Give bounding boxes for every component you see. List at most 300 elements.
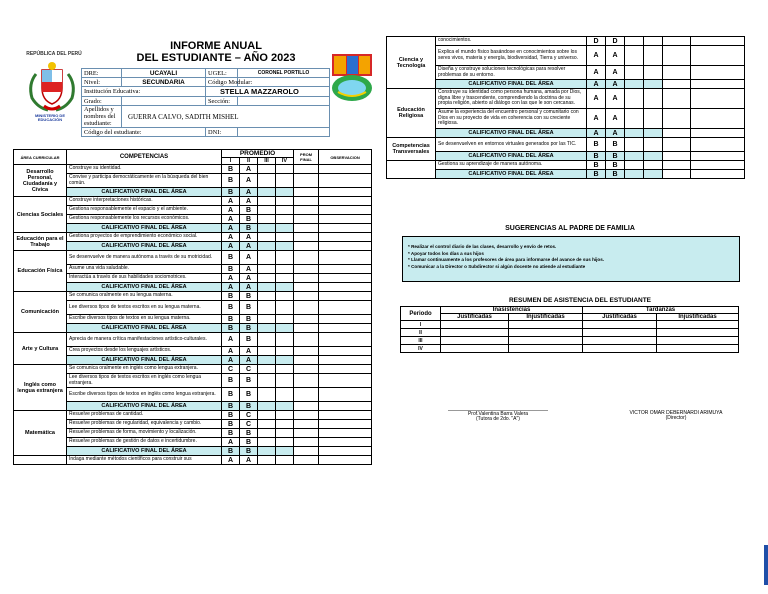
prom-final-cell — [294, 224, 319, 233]
final-grade-period-2: A — [240, 242, 258, 251]
observacion-cell — [691, 89, 745, 109]
final-grade-period-4 — [644, 129, 663, 138]
area-name: Educación para el Trabajo — [14, 233, 67, 251]
grade-period-2: B — [240, 315, 258, 324]
final-grade-period-2: B — [240, 402, 258, 411]
observacion-cell — [691, 46, 745, 66]
competency-text: Interactúa a través de sus habilidades sociomotrices. — [67, 274, 222, 283]
observacion-cell — [319, 188, 372, 197]
grade-period-3 — [258, 251, 276, 265]
left-competency-row — [14, 365, 372, 374]
grade-period-4 — [276, 174, 294, 188]
final-grade-period-3 — [625, 129, 644, 138]
observacion-cell — [319, 374, 372, 388]
grade-period-3 — [258, 315, 276, 324]
competency-text: Construye su identidad como persona humana, amada por Dios, digna libre y trascendente, comprendiendo la doctrina de su propia religión, abierto al diálogo con las que le son cercanas. — [436, 89, 587, 109]
title-line-1: INFORME ANUAL — [170, 40, 262, 52]
prom-final-cell — [663, 109, 691, 129]
observacion-cell — [319, 265, 372, 274]
grade-period-4 — [276, 251, 294, 265]
prom-final-cell — [294, 206, 319, 215]
prom-final-cell — [294, 365, 319, 374]
area-name: Educación Física — [14, 251, 67, 292]
grade-period-4 — [276, 388, 294, 402]
prom-final-cell — [294, 411, 319, 420]
prom-final-cell — [663, 161, 691, 170]
final-grade-period-3 — [258, 402, 276, 411]
grade-period-1: A — [587, 66, 606, 80]
prom-final-cell — [294, 347, 319, 356]
grade-period-1: B — [222, 251, 240, 265]
grade-period-4 — [276, 333, 294, 347]
left-competency-row — [14, 206, 372, 215]
dni-label: DNI: — [206, 128, 238, 137]
ugel-label: UGEL: — [206, 69, 238, 78]
left-competency-row — [14, 438, 372, 447]
grade-period-3 — [258, 301, 276, 315]
competency-text: Escribe diversos tipos de textos en su lengua materna. — [67, 315, 222, 324]
grado-value — [122, 97, 206, 106]
dni-value — [238, 128, 330, 137]
grade-period-4 — [276, 374, 294, 388]
right-final-row — [387, 129, 745, 138]
final-grade-period-1: B — [587, 170, 606, 179]
grade-period-4 — [644, 138, 663, 152]
prom-final-cell — [294, 402, 319, 411]
grade-period-1: B — [222, 315, 240, 324]
competency-text: Resuelve problemas de regularidad, equivalencia y cambio. — [67, 420, 222, 429]
grade-period-2: B — [240, 388, 258, 402]
left-competency-row — [14, 292, 372, 301]
observacion-cell — [319, 356, 372, 365]
competency-text: Lee diversos tipos de textos escritos en inglés como lengua extranjera. — [67, 374, 222, 388]
final-grade-period-1: A — [587, 80, 606, 89]
competency-text: Gestiona proyectos de emprendimiento económico social. — [67, 233, 222, 242]
header-observacion: OBSERVACION — [319, 150, 372, 165]
observacion-cell — [319, 215, 372, 224]
area-name — [387, 161, 436, 179]
competency-text: Resuelve problemas de cantidad. — [67, 411, 222, 420]
grade-period-3 — [625, 138, 644, 152]
final-grade-period-1: A — [222, 283, 240, 292]
grade-period-4 — [276, 165, 294, 174]
final-grade-label: CALIFICATIVO FINAL DEL ÁREA — [67, 283, 222, 292]
final-grade-period-4 — [276, 242, 294, 251]
grade-period-4 — [644, 89, 663, 109]
final-grade-period-3 — [258, 224, 276, 233]
grade-period-3 — [258, 420, 276, 429]
observacion-cell — [319, 420, 372, 429]
prom-final-cell — [663, 129, 691, 138]
final-grade-label: CALIFICATIVO FINAL DEL ÁREA — [67, 447, 222, 456]
final-grade-period-3 — [625, 170, 644, 179]
header-period-1: I — [222, 158, 240, 165]
grade-period-1: B — [222, 165, 240, 174]
final-grade-period-3 — [625, 152, 644, 161]
grade-period-4 — [644, 109, 663, 129]
grade-period-1: D — [587, 37, 606, 46]
grade-period-3 — [258, 292, 276, 301]
grade-period-1: B — [222, 292, 240, 301]
grade-period-4 — [644, 37, 663, 46]
grade-period-3 — [258, 215, 276, 224]
grade-period-1: A — [222, 456, 240, 465]
final-grade-period-4 — [644, 80, 663, 89]
grade-period-2: B — [606, 161, 625, 170]
tutor-name: Prof.Valentina Barra Valera — [467, 411, 529, 417]
competency-text: Aprecia de manera crítica manifestaciones artístico-culturales. — [67, 333, 222, 347]
left-competency-row — [14, 165, 372, 174]
final-grade-period-2: B — [606, 170, 625, 179]
left-competency-row — [14, 420, 372, 429]
observacion-cell — [319, 283, 372, 292]
observacion-cell — [691, 152, 745, 161]
grado-label: Grado: — [82, 97, 122, 106]
grade-period-2: B — [606, 138, 625, 152]
prom-final-cell — [294, 274, 319, 283]
final-grade-period-3 — [258, 242, 276, 251]
grade-period-2: B — [240, 333, 258, 347]
header-area: ÁREA CURRICULAR — [14, 150, 67, 165]
final-grade-label: CALIFICATIVO FINAL DEL ÁREA — [67, 242, 222, 251]
grade-period-2: B — [240, 429, 258, 438]
grade-period-3 — [258, 197, 276, 206]
final-grade-period-4 — [644, 170, 663, 179]
nivel-value: SECUNDARIA — [122, 78, 206, 87]
final-grade-label: CALIFICATIVO FINAL DEL ÁREA — [436, 129, 587, 138]
prom-final-cell — [294, 301, 319, 315]
left-competency-row — [14, 333, 372, 347]
prom-final-cell — [294, 251, 319, 265]
grade-period-1: B — [222, 420, 240, 429]
left-competency-row — [14, 347, 372, 356]
left-final-row — [14, 188, 372, 197]
grade-period-4 — [276, 265, 294, 274]
competency-text: Construye interpretaciones históricas. — [67, 197, 222, 206]
prom-final-cell — [663, 170, 691, 179]
right-competency-row — [387, 89, 745, 109]
grade-period-3 — [258, 365, 276, 374]
final-grade-period-3 — [258, 188, 276, 197]
right-competency-row — [387, 138, 745, 152]
att-justificadas-1: Justificadas — [441, 314, 509, 321]
area-name: Competencias Transversales — [387, 138, 436, 161]
grades-table-left — [13, 149, 372, 465]
final-grade-period-2: A — [606, 129, 625, 138]
final-grade-period-2: B — [240, 324, 258, 333]
modular-label: Código Modular: — [206, 78, 238, 87]
final-grade-period-2: A — [240, 283, 258, 292]
grade-period-3 — [258, 429, 276, 438]
prom-final-cell — [294, 374, 319, 388]
final-grade-period-4 — [276, 356, 294, 365]
observacion-cell — [319, 233, 372, 242]
peru-coat-of-arms-logo — [22, 52, 82, 122]
grade-period-4 — [276, 456, 294, 465]
prom-final-cell — [294, 388, 319, 402]
observacion-cell — [319, 402, 372, 411]
left-competency-row — [14, 174, 372, 188]
grade-period-3 — [258, 388, 276, 402]
grade-period-4 — [276, 274, 294, 283]
observacion-cell — [319, 347, 372, 356]
competency-text: Explica el mundo físico basándose en conocimientos sobre los seres vivos, materia y energía, biodiversidad, Tierra y universo. — [436, 46, 587, 66]
grade-period-3 — [625, 66, 644, 80]
observacion-cell — [319, 315, 372, 324]
prom-final-cell — [294, 356, 319, 365]
grade-period-3 — [258, 265, 276, 274]
grade-period-1: A — [222, 215, 240, 224]
right-competency-row — [387, 109, 745, 129]
left-competency-row — [14, 251, 372, 265]
att-period-row-2: II — [401, 329, 441, 337]
title-line-2: DEL ESTUDIANTE – AÑO 2023 — [136, 52, 296, 64]
prom-final-cell — [294, 265, 319, 274]
grade-period-2: A — [606, 46, 625, 66]
prom-final-cell — [294, 197, 319, 206]
grade-period-4 — [276, 215, 294, 224]
grade-period-4 — [276, 206, 294, 215]
grade-period-1: B — [222, 301, 240, 315]
grade-period-3 — [625, 46, 644, 66]
observacion-cell — [319, 224, 372, 233]
grade-period-2: A — [240, 197, 258, 206]
header-period-3: III — [258, 158, 276, 165]
grade-period-1: A — [587, 89, 606, 109]
competency-text: conocimientos. — [436, 37, 587, 46]
left-competency-row — [14, 197, 372, 206]
republic-text: REPÚBLICA DEL PERÚ — [26, 51, 82, 57]
grade-period-1: B — [222, 388, 240, 402]
grade-period-2: A — [240, 233, 258, 242]
area-name: Comunicación — [14, 292, 67, 333]
grade-period-1: B — [587, 161, 606, 170]
prom-final-cell — [294, 447, 319, 456]
ugel-value: CORONEL PORTILLO — [238, 69, 330, 78]
prom-final-cell — [294, 188, 319, 197]
area-name: Ciencia y Tecnología — [387, 37, 436, 89]
final-grade-period-1: B — [222, 402, 240, 411]
prom-final-cell — [294, 438, 319, 447]
grade-period-3 — [258, 438, 276, 447]
right-competency-row — [387, 66, 745, 80]
grade-period-1: B — [222, 429, 240, 438]
grade-period-2: A — [240, 456, 258, 465]
grade-period-3 — [258, 347, 276, 356]
att-injustificadas-1: Injustificadas — [509, 314, 583, 321]
left-final-row — [14, 447, 372, 456]
grade-period-4 — [644, 161, 663, 170]
grade-period-1: A — [222, 438, 240, 447]
observacion-cell — [319, 388, 372, 402]
grade-period-2: A — [240, 174, 258, 188]
suggestions-title: SUGERENCIAS AL PADRE DE FAMILIA — [505, 225, 635, 232]
grade-period-2: C — [240, 420, 258, 429]
final-grade-label: CALIFICATIVO FINAL DEL ÁREA — [436, 80, 587, 89]
observacion-cell — [319, 206, 372, 215]
suggestion-1: * Realizar el control diario de las clases, desarrollo y envío de retos. — [408, 244, 557, 249]
observacion-cell — [319, 365, 372, 374]
codigo-label: Código del estudiante: — [82, 128, 206, 137]
competency-text: Lee diversos tipos de textos escritos en su lengua materna. — [67, 301, 222, 315]
observacion-cell — [691, 37, 745, 46]
tutor-signature — [448, 410, 548, 423]
left-competency-row — [14, 233, 372, 242]
grade-period-4 — [644, 66, 663, 80]
final-grade-period-1: A — [222, 356, 240, 365]
final-grade-period-2: A — [606, 80, 625, 89]
final-grade-period-4 — [276, 188, 294, 197]
grades-table-right — [386, 36, 745, 179]
left-final-row — [14, 283, 372, 292]
left-competency-row — [14, 265, 372, 274]
seccion-value — [238, 97, 330, 106]
grade-period-2: B — [240, 438, 258, 447]
grade-period-2: A — [606, 89, 625, 109]
final-grade-period-1: A — [587, 129, 606, 138]
nombre-label: Apellidos y nombres del estudiante: — [82, 106, 122, 128]
prom-final-cell — [663, 46, 691, 66]
grade-period-3 — [258, 233, 276, 242]
grade-period-1: A — [222, 274, 240, 283]
grades-body-right — [387, 37, 745, 179]
area-name: Desarrollo Personal, Ciudadanía y Cívica — [14, 165, 67, 197]
grade-period-2: A — [240, 165, 258, 174]
grade-period-3 — [258, 274, 276, 283]
final-grade-period-2: A — [240, 356, 258, 365]
left-competency-row — [14, 215, 372, 224]
dre-value: UCAYALI — [122, 69, 206, 78]
final-grade-label: CALIFICATIVO FINAL DEL ÁREA — [67, 224, 222, 233]
director-name: VICTOR OMAR DEBERNARDI ARIMUYA — [629, 410, 723, 416]
grade-period-2: A — [240, 265, 258, 274]
school-logo — [330, 52, 374, 104]
observacion-cell — [319, 333, 372, 347]
prom-final-cell — [294, 324, 319, 333]
grade-period-1: B — [587, 138, 606, 152]
observacion-cell — [319, 411, 372, 420]
final-grade-period-2: B — [240, 447, 258, 456]
observacion-cell — [691, 109, 745, 129]
left-final-row — [14, 356, 372, 365]
prom-final-cell — [294, 283, 319, 292]
left-competency-row — [14, 411, 372, 420]
prom-final-cell — [294, 429, 319, 438]
grade-period-1: A — [587, 109, 606, 129]
observacion-cell — [319, 251, 372, 265]
competency-text: Se comunica oralmente en inglés como lengua extranjera. — [67, 365, 222, 374]
final-grade-period-2: B — [606, 152, 625, 161]
final-grade-period-2: A — [240, 188, 258, 197]
att-period-row-4: IV — [401, 345, 441, 353]
final-grade-period-4 — [276, 324, 294, 333]
competency-text: Gestiona su aprendizaje de manera autónoma. — [436, 161, 587, 170]
observacion-cell — [691, 161, 745, 170]
director-signature — [620, 410, 732, 422]
competency-text: Diseña y construye soluciones tecnológicas para resolver problemas de su entorno. — [436, 66, 587, 80]
grade-period-2: A — [240, 251, 258, 265]
prom-final-cell — [294, 420, 319, 429]
prom-final-cell — [294, 456, 319, 465]
prom-final-cell — [663, 66, 691, 80]
att-inasistencias-header: Inasistencias — [441, 307, 583, 314]
grade-period-4 — [276, 365, 294, 374]
competency-text: Se comunica oralmente en su lengua materna. — [67, 292, 222, 301]
observacion-cell — [691, 129, 745, 138]
observacion-cell — [691, 170, 745, 179]
att-periodo-header: Periodo — [401, 307, 441, 321]
competency-text: Gestiona responsablemente el espacio y el ambiente. — [67, 206, 222, 215]
observacion-cell — [691, 66, 745, 80]
prom-final-cell — [294, 333, 319, 347]
grade-period-4 — [276, 292, 294, 301]
suggestion-3: * Llamar continuamente a los profesores de área para informarse del avance de sus hijos. — [408, 257, 605, 262]
final-grade-period-3 — [258, 324, 276, 333]
nombre-value: GUERRA CALVO, SADITH MISHEL — [122, 106, 330, 128]
area-name: Arte y Cultura — [14, 333, 67, 365]
observacion-cell — [691, 80, 745, 89]
prom-final-cell — [294, 315, 319, 324]
student-info-table — [81, 68, 330, 137]
left-competency-row — [14, 374, 372, 388]
grade-period-4 — [644, 46, 663, 66]
prom-final-cell — [294, 233, 319, 242]
suggestions-box — [402, 236, 740, 282]
area-name: Educación Religiosa — [387, 89, 436, 138]
observacion-cell — [319, 438, 372, 447]
header-prom-final: PROM FINAL — [294, 150, 319, 165]
final-grade-label: CALIFICATIVO FINAL DEL ÁREA — [67, 324, 222, 333]
grade-period-2: A — [240, 347, 258, 356]
grade-period-4 — [276, 429, 294, 438]
ie-label: Institución Educativa: — [82, 87, 206, 97]
grade-period-1: B — [222, 374, 240, 388]
competency-text: Resuelve problemas de gestión de datos e incertidumbre. — [67, 438, 222, 447]
final-grade-label: CALIFICATIVO FINAL DEL ÁREA — [67, 188, 222, 197]
final-grade-label: CALIFICATIVO FINAL DEL ÁREA — [436, 170, 587, 179]
header-period-4: IV — [276, 158, 294, 165]
grade-period-2: B — [240, 206, 258, 215]
grade-period-2: B — [240, 374, 258, 388]
suggestion-4: * Comunicar a la Director o Subdirector si algún docente no atiende al estudiante — [408, 263, 586, 269]
observacion-cell — [319, 429, 372, 438]
grade-period-3 — [258, 411, 276, 420]
left-competency-row — [14, 301, 372, 315]
left-competency-row — [14, 429, 372, 438]
grade-period-1: B — [222, 265, 240, 274]
att-tardanzas-header: Tardanzas — [583, 307, 739, 314]
grade-period-1: A — [222, 197, 240, 206]
competency-text: Se desenvuelve de manera autónoma a través de su motricidad. — [67, 251, 222, 265]
right-final-row — [387, 152, 745, 161]
grade-period-3 — [258, 333, 276, 347]
observacion-cell — [319, 274, 372, 283]
grade-period-4 — [276, 420, 294, 429]
grades-body-left — [14, 165, 372, 465]
grade-period-4 — [276, 347, 294, 356]
right-competency-row — [387, 161, 745, 170]
att-justificadas-2: Justificadas — [583, 314, 657, 321]
grade-period-3 — [258, 374, 276, 388]
grade-period-3 — [258, 206, 276, 215]
competency-text: Asume la experiencia del encuentro personal y comunitario con Dios en su proyecto de vida en coherencia con su creciente religiosa. — [436, 109, 587, 129]
left-competency-row — [14, 315, 372, 324]
final-grade-period-3 — [258, 447, 276, 456]
grade-period-4 — [276, 438, 294, 447]
grade-period-2: B — [240, 292, 258, 301]
observacion-cell — [319, 447, 372, 456]
observacion-cell — [319, 301, 372, 315]
